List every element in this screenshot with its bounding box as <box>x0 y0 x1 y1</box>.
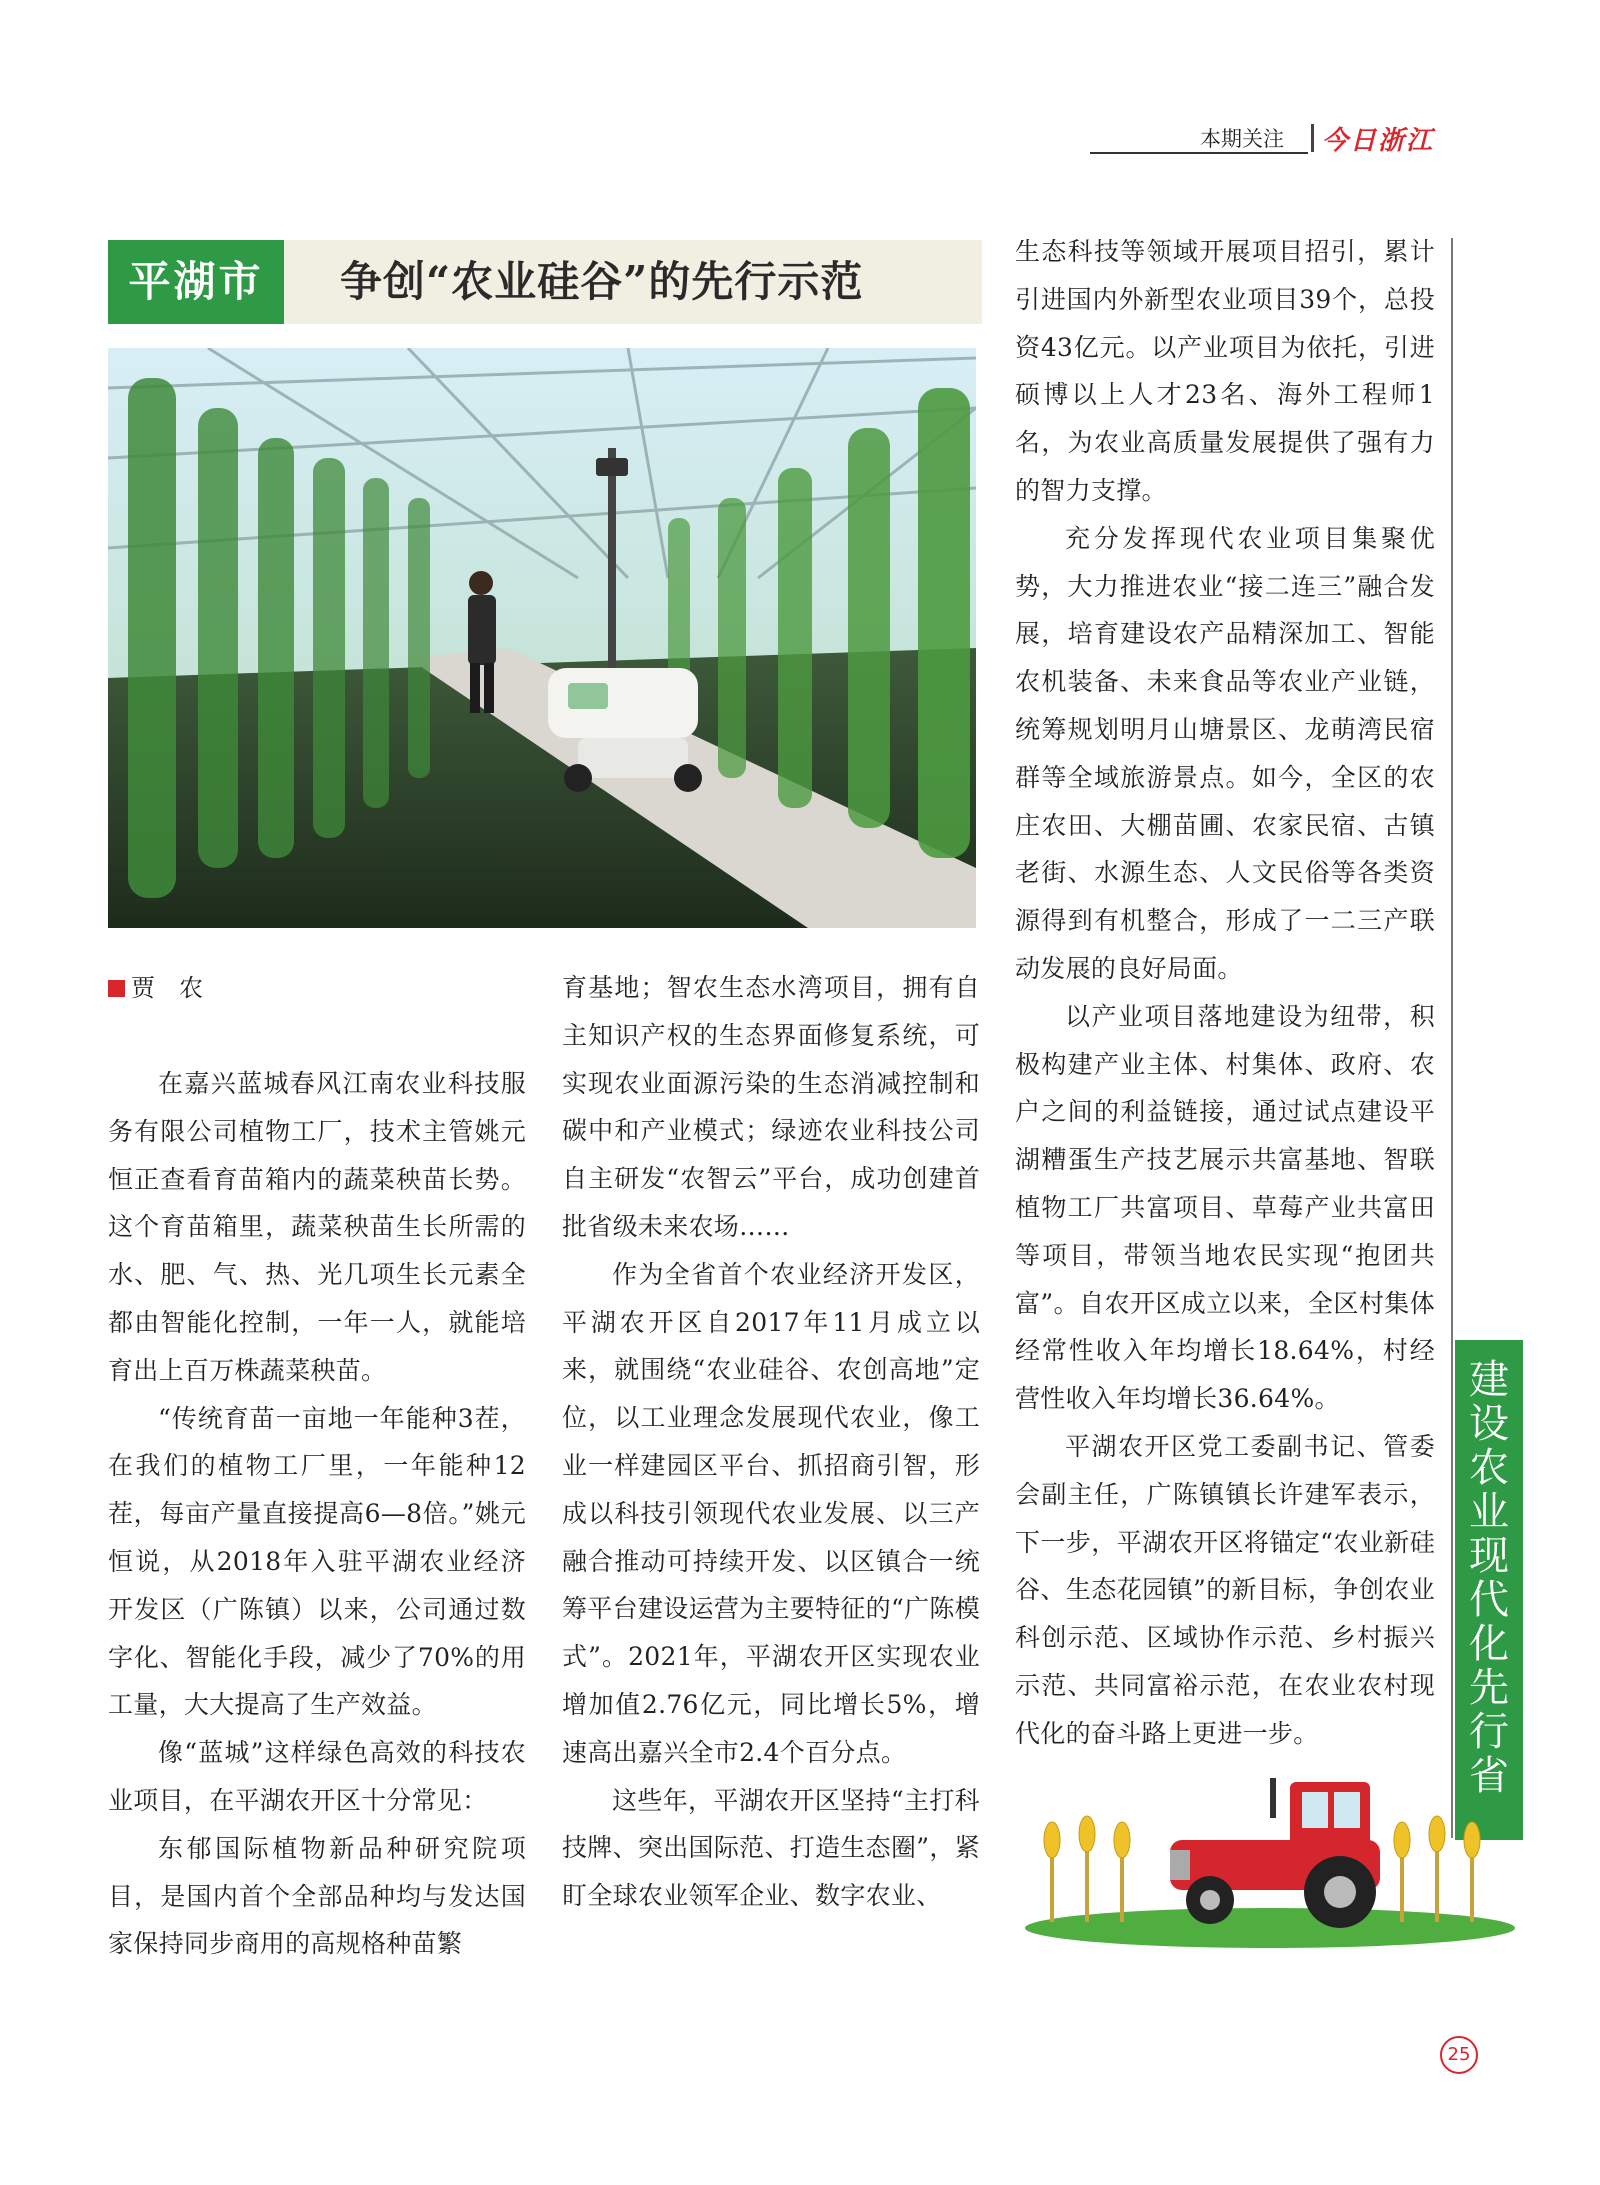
paragraph: 东郁国际植物新品种研究院项目，是国内首个全部品种均与发达国家保持同步商用的高规格种苗繁 <box>108 1833 526 1959</box>
header-divider <box>1311 124 1314 152</box>
tractor-illustration <box>1020 1770 1520 1950</box>
page-number: 25 <box>1440 2036 1478 2074</box>
paragraph: 这些年，平湖农开区坚持“主打科技牌、突出国际范、打造生态圈”，紧盯全球农业领军企业、数字农业、 <box>562 1785 980 1911</box>
article-title: 争创“农业硅谷”的先行示范 <box>340 257 864 306</box>
side-tab-text: 建设农业现代化先行省 <box>1469 1357 1509 1799</box>
paragraph: 以产业项目落地建设为纽带，积极构建产业主体、村集体、政府、农户之间的利益链接，通过试点建设平湖糟蛋生产技艺展示共富基地、智联植物工厂共富项目、草莓产业共富田等项目，带领当地农民实现“抱团共富”。自农开区成立以来，全区村集体经常性收入年均增长18.64%，村经营性收入年均增长36.64%。 <box>1015 1001 1435 1414</box>
author-name: 贾 农 <box>131 974 203 1002</box>
author-marker <box>108 980 125 997</box>
magazine-logo: 今日浙江 <box>1322 126 1435 156</box>
text-column-2 <box>562 964 980 1920</box>
tractor-icon <box>1020 1770 1520 1950</box>
paragraph-continued: 育基地；智农生态水湾项目，拥有自主知识产权的生态界面修复系统，可实现农业面源污染的生态消减控制和碳中和产业模式；绿迹农业科技公司自主研发“农智云”平台，成功创建首批省级未来农场…… <box>562 973 980 1241</box>
paragraph: 平湖农开区党工委副书记、管委会副主任，广陈镇镇长许建军表示，下一步，平湖农开区将锚定“农业新硅谷、生态花园镇”的新目标，争创农业科创示范、区域协作示范、乡村振兴示范、共同富裕示范，在农业农村现代化的奋斗路上更进一步。 <box>1015 1431 1435 1748</box>
paragraph: “传统育苗一亩地一年能种3茬，在我们的植物工厂里，一年能种12茬，每亩产量直接提高6—8倍。”姚元恒说，从2018年入驻平湖农业经济开发区（广陈镇）以来，公司通过数字化、智能化手段，减少了70%的用工量，大大提高了生产效益。 <box>108 1403 526 1720</box>
paragraph: 作为全省首个农业经济开发区，平湖农开区自2017年11月成立以来，就围绕“农业硅谷、农创高地”定位，以工业理念发展现代农业，像工业一样建园区平台、抓招商引智，形成以科技引领现代农业发展、以三产融合推动可持续开发、以区镇合一统筹平台建设运营为主要特征的“广陈模式”。2021年，平湖农开区实现农业增加值2.76亿元，同比增长5%，增速高出嘉兴全市2.4个百分点。 <box>562 1259 980 1767</box>
text-column-3 <box>1015 228 1435 1758</box>
column-rule <box>1451 238 1453 1838</box>
paragraph: 充分发挥现代农业项目集聚优势，大力推进农业“接二连三”融合发展，培育建设农产品精深加工、智能农机装备、未来食品等农业产业链，统筹规划明月山塘景区、龙萌湾民宿群等全域旅游景点。如今，全区的农庄农田、大棚苗圃、农家民宿、古镇老街、水源生态、人文民俗等各类资源得到有机整合，形成了一二三产联动发展的良好局面。 <box>1015 523 1435 983</box>
greenhouse-photo <box>108 348 976 928</box>
section-side-tab <box>1455 1340 1523 1840</box>
paragraph: 在嘉兴蓝城春风江南农业科技服务有限公司植物工厂，技术主管姚元恒正查看育苗箱内的蔬菜秧苗长势。这个育苗箱里，蔬菜秧苗生长所需的水、肥、气、热、光几项生长元素全都由智能化控制，一年一人，就能培育出上百万株蔬菜秧苗。 <box>108 1069 526 1385</box>
greenhouse-illustration <box>108 348 976 928</box>
header-rule <box>1090 152 1308 154</box>
author-byline <box>108 968 203 1003</box>
text-column-1 <box>108 1060 526 1968</box>
section-label: 本期关注 <box>1200 127 1284 151</box>
city-tag: 平湖市 <box>108 240 284 324</box>
paragraph-continued: 生态科技等领域开展项目招引，累计引进国内外新型农业项目39个，总投资43亿元。以产业项目为依托，引进硕博以上人才23名、海外工程师1名，为农业高质量发展提供了强有力的智力支撑。 <box>1015 237 1435 505</box>
paragraph: 像“蓝城”这样绿色高效的科技农业项目，在平湖农开区十分常见： <box>108 1738 526 1815</box>
